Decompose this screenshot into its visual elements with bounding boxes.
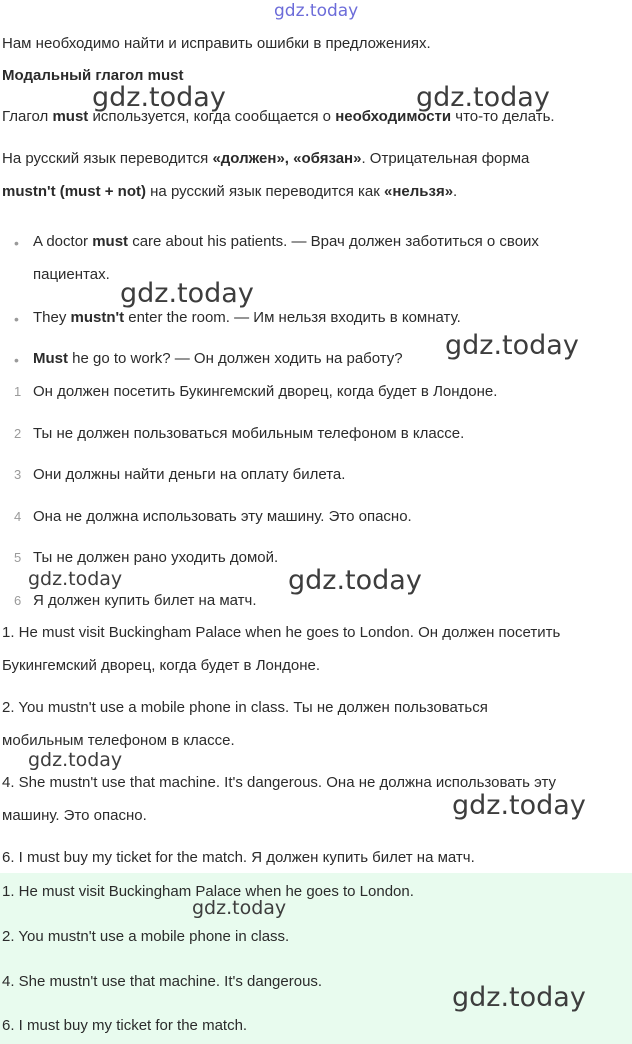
bullet-marker: • [14, 311, 19, 327]
watermark: gdz.today [28, 749, 123, 771]
bullet-marker: • [14, 352, 19, 368]
watermark: gdz.today [192, 897, 287, 919]
answer-1-cont: Букингемский дворец, когда будет в Лондоне. [2, 657, 321, 674]
watermark: gdz.today [445, 330, 579, 361]
watermark: gdz.today [416, 82, 550, 113]
list-number: 1 [14, 384, 22, 399]
list-number: 6 [14, 593, 22, 608]
bullet-example-1-cont: пациентах. [33, 266, 110, 283]
bullet-example-2: They mustn't enter the room. — Им нельзя входить в комнату. [33, 309, 461, 326]
list-item: Я должен купить билет на матч. [33, 592, 257, 609]
answer-2-cont: мобильным телефоном в классе. [2, 732, 235, 749]
bullet-example-1: A doctor must care about his patients. — Врач должен заботиться о своих [33, 233, 539, 250]
rule-title: Модальный глагол must [2, 67, 184, 84]
answer-6: 6. I must buy my ticket for the match. Я должен купить билет на матч. [2, 849, 475, 866]
watermark: gdz.today [452, 982, 586, 1013]
answer-4: 4. She mustn't use that machine. It's dangerous. Она не должна использовать эту [2, 774, 557, 791]
bullet-example-3: Must he go to work? — Он должен ходить на работу? [33, 350, 403, 367]
answer-2: 2. You mustn't use a mobile phone in class. Ты не должен пользоваться [2, 699, 488, 716]
final-answer-2: 2. You mustn't use a mobile phone in class. [2, 928, 290, 945]
rule-line-2: На русский язык переводится «должен», «обязан». Отрицательная форма [2, 150, 530, 167]
watermark: gdz.today [288, 565, 422, 596]
watermark: gdz.today [452, 790, 586, 821]
intro-text: Нам необходимо найти и исправить ошибки в предложениях. [2, 35, 431, 52]
final-answer-6: 6. I must buy my ticket for the match. [2, 1017, 248, 1034]
list-number: 3 [14, 467, 22, 482]
watermark: gdz.today [28, 568, 123, 590]
final-answer-1: 1. He must visit Buckingham Palace when he goes to London. [2, 883, 414, 900]
list-number: 4 [14, 509, 22, 524]
answer-1: 1. He must visit Buckingham Palace when he goes to London. Он должен посетить [2, 624, 561, 641]
list-item: Они должны найти деньги на оплату билета. [33, 466, 346, 483]
watermark: gdz.today [92, 82, 226, 113]
answer-4-cont: машину. Это опасно. [2, 807, 147, 824]
watermark: gdz.today [120, 278, 254, 309]
rule-line-1: Глагол must используется, когда сообщается о необходимости что-то делать. [2, 108, 555, 125]
bullet-marker: • [14, 235, 19, 251]
list-number: 5 [14, 550, 22, 565]
final-answer-4: 4. She mustn't use that machine. It's dangerous. [2, 973, 323, 990]
rule-line-3: mustn't (must + not) на русский язык переводится как «нельзя». [2, 183, 458, 200]
watermark-top: gdz.today [274, 1, 359, 21]
list-item: Ты не должен пользоваться мобильным телефоном в классе. [33, 425, 465, 442]
list-number: 2 [14, 426, 22, 441]
list-item: Ты не должен рано уходить домой. [33, 549, 279, 566]
list-item: Она не должна использовать эту машину. Это опасно. [33, 508, 412, 525]
list-item: Он должен посетить Букингемский дворец, когда будет в Лондоне. [33, 383, 498, 400]
